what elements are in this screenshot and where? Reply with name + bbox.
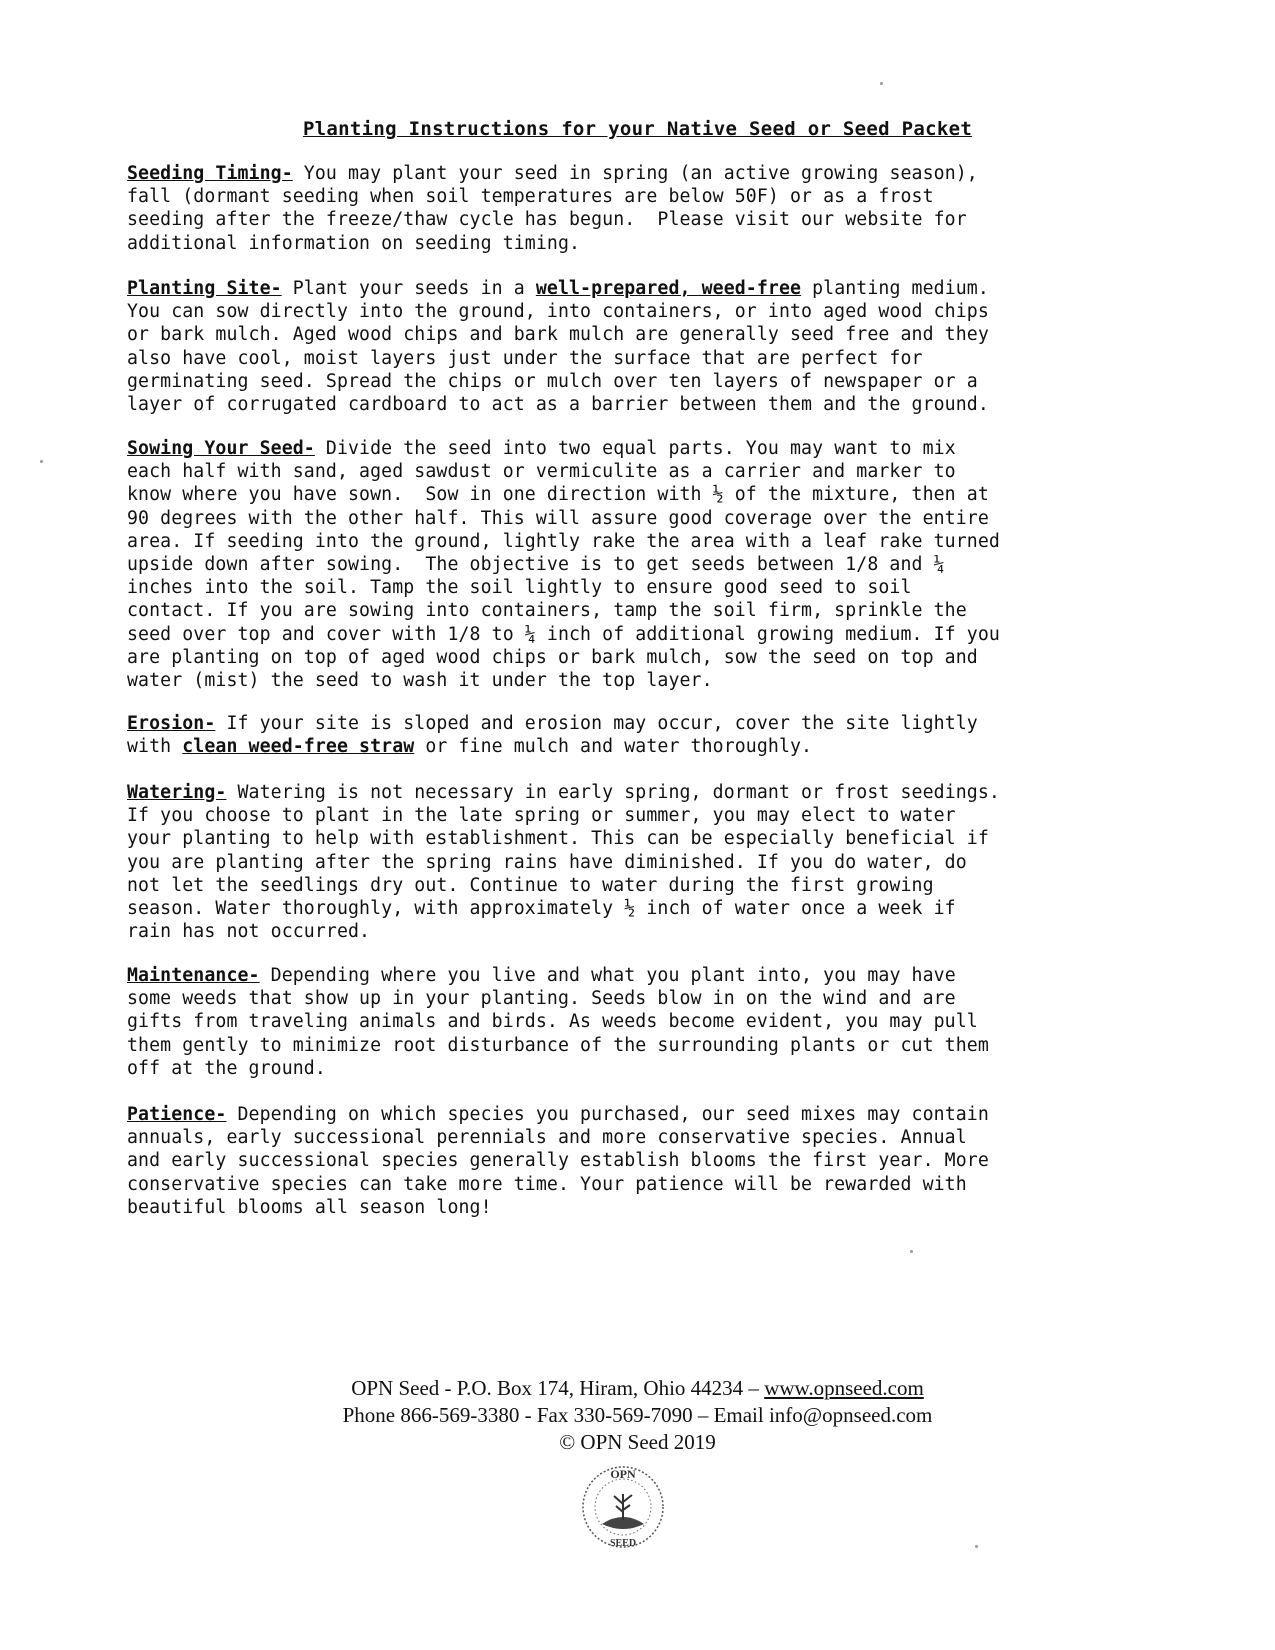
body-text: gifts from traveling animals and birds. As weeds become evident, you may pull xyxy=(127,1011,978,1033)
section-line xyxy=(127,483,1127,506)
section-line xyxy=(127,1173,1127,1196)
section-line xyxy=(127,232,1127,255)
section-line xyxy=(127,1126,1127,1149)
opn-seed-logo-icon xyxy=(578,1462,668,1552)
body-text: and early successional species generally establish blooms the first year. More xyxy=(127,1150,989,1172)
body-text: conservative species can take more time. Your patience will be rewarded with xyxy=(127,1173,967,1195)
body-text: additional information on seeding timing. xyxy=(127,232,581,254)
body-text: layer of corrugated cardboard to act as a barrier between them and the ground. xyxy=(127,394,989,416)
section-line xyxy=(127,804,1127,827)
body-text: If your site is sloped and erosion may occur, cover the site lightly xyxy=(215,713,978,734)
section-line xyxy=(127,530,1127,553)
body-text: inches into the soil. Tamp the soil lightly to ensure good seed to soil xyxy=(127,577,912,599)
section-label: Maintenance- xyxy=(127,965,260,986)
section-line xyxy=(127,1057,1127,1080)
body-text: know where you have sown. Sow in one direction with ½ of the mixture, then at xyxy=(127,484,989,506)
body-text: Watering is not necessary in early spring, dormant or frost seedings. xyxy=(226,782,1000,803)
section-line xyxy=(127,185,1127,208)
body-text: contact. If you are sowing into containers, tamp the soil firm, sprinkle the xyxy=(127,600,967,622)
section-line xyxy=(127,437,1127,460)
footer xyxy=(0,1375,1275,1456)
section-line xyxy=(127,300,1127,323)
section-line xyxy=(127,987,1127,1010)
body-text: Depending on which species you purchased, our seed mixes may contain xyxy=(226,1104,989,1125)
body-text: Depending where you live and what you plant into, you may have xyxy=(259,965,956,986)
body-text: your planting to help with establishment. This can be especially beneficial if xyxy=(127,828,989,850)
body-text: planting medium. xyxy=(801,278,989,299)
body-text: water (mist) the seed to wash it under the top layer. xyxy=(127,670,713,692)
body-text: area. If seeding into the ground, lightly rake the area with a leaf rake turned xyxy=(127,530,1000,552)
body-text: seeding after the freeze/thaw cycle has begun. Please visit our website for xyxy=(127,209,967,231)
section-line xyxy=(127,370,1127,393)
document-title: Planting Instructions for your Native Seed or Seed Packet xyxy=(302,118,973,140)
footer-contact-line: Phone 866-569-3380 - Fax 330-569-7090 – Email info@opnseed.com xyxy=(342,1403,933,1427)
body-text: 90 degrees with the other half. This will assure good coverage over the entire xyxy=(127,507,989,529)
body-text: beautiful blooms all season long! xyxy=(127,1196,492,1218)
section-patience xyxy=(127,1103,1127,1219)
section-line xyxy=(127,393,1127,416)
scan-speck xyxy=(40,460,43,463)
section-label: Seeding Timing- xyxy=(127,163,293,184)
body-text: germinating seed. Spread the chips or mulch over ten layers of newspaper or a xyxy=(127,370,978,392)
body-text: with xyxy=(127,736,183,758)
body-text: You can sow directly into the ground, into containers, or into aged wood chips xyxy=(127,301,989,323)
section-line xyxy=(127,1010,1127,1033)
body-text: seed over top and cover with 1/8 to ¼ inch of additional growing medium. If you xyxy=(127,623,1000,645)
section-line xyxy=(127,460,1127,483)
body-text: If you choose to plant in the late spring or summer, you may elect to water xyxy=(127,805,956,827)
body-text: them gently to minimize root disturbance of the surrounding plants or cut them xyxy=(127,1034,989,1056)
section-line xyxy=(127,1149,1127,1172)
section-label: Patience- xyxy=(127,1104,227,1125)
section-line xyxy=(127,323,1127,346)
emphasis-text: well-prepared, weed-free xyxy=(535,278,802,299)
body-text: some weeds that show up in your planting. Seeds blow in on the wind and are xyxy=(127,988,956,1010)
section-sowing-your-seed xyxy=(127,437,1127,692)
body-text: or fine mulch and water thoroughly. xyxy=(414,736,813,758)
section-line xyxy=(127,347,1127,370)
section-line xyxy=(127,851,1127,874)
body-text: are planting on top of aged wood chips or bark mulch, sow the seed on top and xyxy=(127,646,978,668)
section-seeding-timing xyxy=(127,162,1127,255)
emphasis-text: clean weed-free straw xyxy=(182,736,415,758)
body-text: each half with sand, aged sawdust or vermiculite as a carrier and marker to xyxy=(127,461,956,483)
body-text: Plant your seeds in a xyxy=(281,278,536,299)
footer-address: OPN Seed - P.O. Box 174, Hiram, Ohio 44234 – xyxy=(351,1376,765,1400)
body-text: annuals, early successional perennials and more conservative species. Annual xyxy=(127,1127,967,1149)
section-line xyxy=(127,507,1127,530)
section-planting-site xyxy=(127,277,1127,416)
section-line xyxy=(127,827,1127,850)
body-text: You may plant your seed in spring (an active growing season), xyxy=(292,163,978,184)
section-line xyxy=(127,208,1127,231)
section-line xyxy=(127,599,1127,622)
section-line xyxy=(127,712,1127,735)
body-text: or bark mulch. Aged wood chips and bark mulch are generally seed free and they xyxy=(127,324,989,346)
section-line xyxy=(127,1196,1127,1219)
body-text: rain has not occurred. xyxy=(127,921,371,943)
scan-speck xyxy=(880,82,883,85)
section-watering xyxy=(127,781,1127,943)
section-label: Planting Site- xyxy=(127,278,282,299)
footer-copyright: © OPN Seed 2019 xyxy=(559,1430,716,1454)
body-text: not let the seedlings dry out. Continue to water during the first growing xyxy=(127,874,934,896)
body-text: Divide the seed into two equal parts. You may want to mix xyxy=(314,438,956,459)
section-line xyxy=(127,277,1127,300)
section-line xyxy=(127,1034,1127,1057)
footer-address-line xyxy=(0,1375,1275,1402)
body-text: season. Water thoroughly, with approximately ½ inch of water once a week if xyxy=(127,898,956,920)
body-text: off at the ground. xyxy=(127,1057,326,1079)
section-label: Erosion- xyxy=(127,713,216,734)
section-line xyxy=(127,735,1127,758)
section-line xyxy=(127,576,1127,599)
body-text: upside down after sowing. The objective is to get seeds between 1/8 and ¼ xyxy=(127,554,945,576)
section-line xyxy=(127,897,1127,920)
section-maintenance xyxy=(127,964,1127,1080)
body-text: fall (dormant seeding when soil temperatures are below 50F) or as a frost xyxy=(127,186,934,208)
body-text: also have cool, moist layers just under the surface that are perfect for xyxy=(127,347,923,369)
website-link[interactable]: www.opnseed.com xyxy=(764,1376,924,1400)
section-erosion xyxy=(127,712,1127,758)
section-line xyxy=(127,162,1127,185)
section-label: Watering- xyxy=(127,782,227,803)
section-line xyxy=(127,553,1127,576)
body-text: you are planting after the spring rains have diminished. If you do water, do xyxy=(127,851,967,873)
logo-bottom-text: SEED xyxy=(609,1538,637,1549)
section-line xyxy=(127,646,1127,669)
section-line xyxy=(127,1103,1127,1126)
scan-speck xyxy=(975,1545,978,1548)
section-label: Sowing Your Seed- xyxy=(127,438,315,459)
section-line xyxy=(127,781,1127,804)
section-line xyxy=(127,920,1127,943)
section-line xyxy=(127,623,1127,646)
section-line xyxy=(127,964,1127,987)
scan-speck xyxy=(910,1250,913,1253)
logo-top-text: OPN xyxy=(610,1467,636,1481)
section-line xyxy=(127,874,1127,897)
section-line xyxy=(127,669,1127,692)
